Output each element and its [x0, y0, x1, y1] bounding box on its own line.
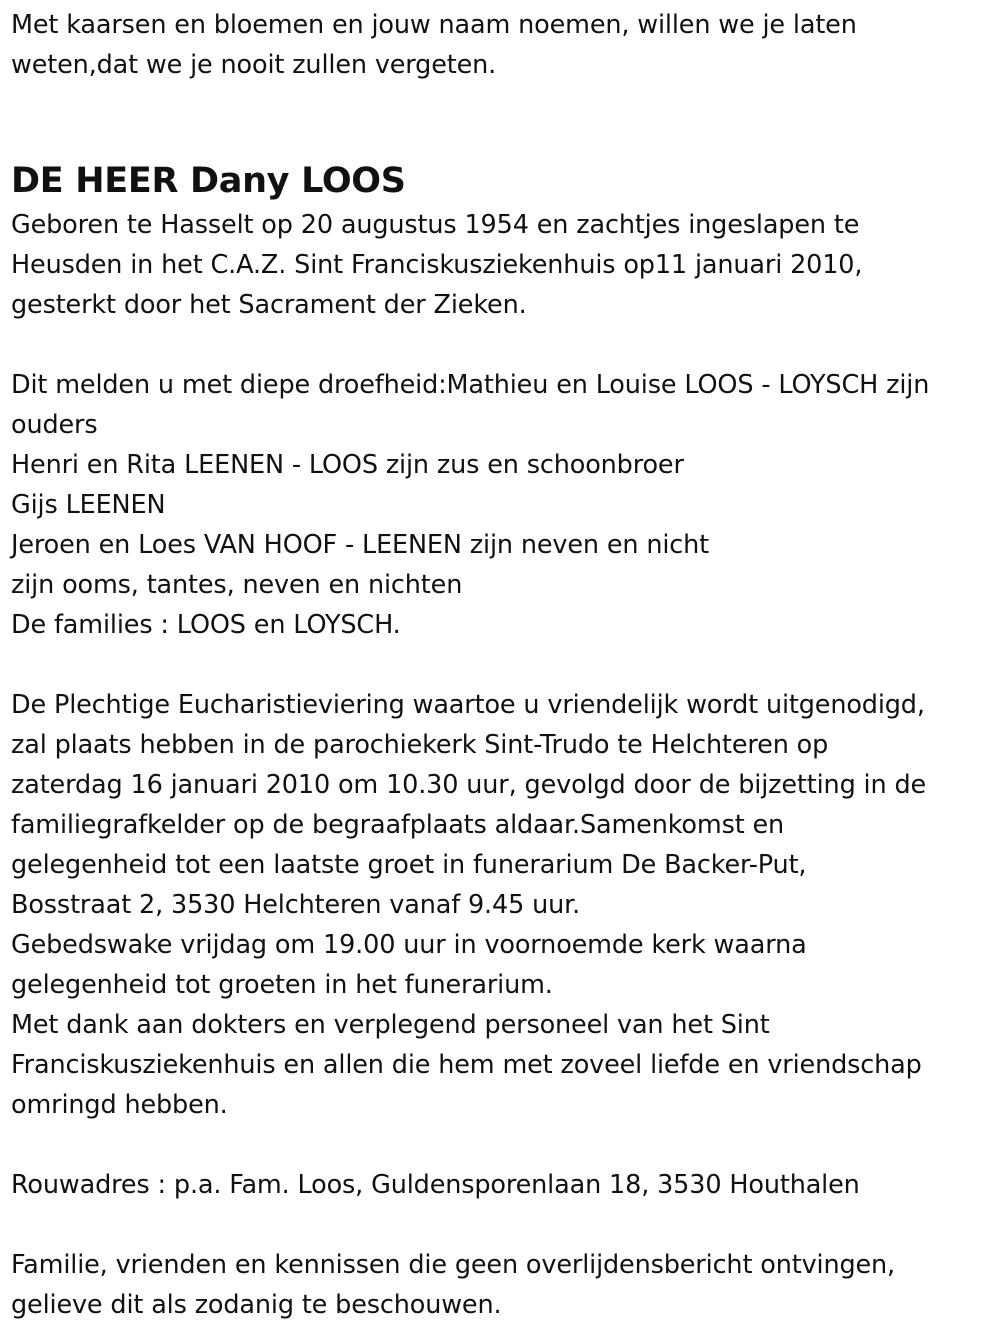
birth-line: gesterkt door het Sacrament der Zieken.: [11, 290, 527, 320]
obituary-document: [11, 5, 996, 1325]
ceremony-line: gelegenheid tot een laatste groet in funerarium De Backer-Put,: [11, 850, 807, 880]
ceremony-paragraph: [11, 685, 996, 1125]
family-line: De families : LOOS en LOYSCH.: [11, 610, 401, 640]
closing-paragraph: [11, 1245, 996, 1325]
spacer: [11, 1125, 996, 1165]
spacer: [11, 645, 996, 685]
spacer: [11, 1205, 996, 1245]
ceremony-line: Bosstraat 2, 3530 Helchteren vanaf 9.45 uur.: [11, 890, 581, 920]
ceremony-line: zaterdag 16 januari 2010 om 10.30 uur, gevolgd door de bijzetting in de: [11, 770, 927, 800]
family-line: Gijs LEENEN: [11, 490, 166, 520]
closing-line: gelieve dit als zodanig te beschouwen.: [11, 1290, 502, 1320]
spacer: [11, 85, 996, 157]
closing-line: Familie, vrienden en kennissen die geen overlijdensbericht ontvingen,: [11, 1250, 895, 1280]
ceremony-line: zal plaats hebben in de parochiekerk Sint-Trudo te Helchteren op: [11, 730, 829, 760]
ceremony-line: De Plechtige Eucharistieviering waartoe u vriendelijk wordt uitgenodigd,: [11, 690, 925, 720]
ceremony-line: Franciskusziekenhuis en allen die hem met zoveel liefde en vriendschap: [11, 1050, 922, 1080]
intro-line: weten,dat we je nooit zullen vergeten.: [11, 50, 497, 80]
mourning-address: Rouwadres : p.a. Fam. Loos, Guldensporenlaan 18, 3530 Houthalen: [11, 1170, 860, 1200]
ceremony-line: Met dank aan dokters en verplegend personeel van het Sint: [11, 1010, 770, 1040]
family-line: Jeroen en Loes VAN HOOF - LEENEN zijn neven en nicht: [11, 530, 710, 560]
intro-line: Met kaarsen en bloemen en jouw naam noemen, willen we je laten: [11, 10, 857, 40]
family-line: Henri en Rita LEENEN - LOOS zijn zus en schoonbroer: [11, 450, 684, 480]
family-line: zijn ooms, tantes, neven en nichten: [11, 570, 463, 600]
intro-paragraph: [11, 5, 996, 85]
ceremony-line: omringd hebben.: [11, 1090, 228, 1120]
birth-line: Heusden in het C.A.Z. Sint Franciskusziekenhuis op11 januari 2010,: [11, 250, 863, 280]
family-line: ouders: [11, 410, 98, 440]
birth-paragraph: [11, 205, 996, 325]
deceased-name-title: DE HEER Dany LOOS: [11, 161, 406, 201]
family-paragraph: [11, 365, 996, 645]
ceremony-line: familiegrafkelder op de begraafplaats aldaar.Samenkomst en: [11, 810, 785, 840]
birth-line: Geboren te Hasselt op 20 augustus 1954 en zachtjes ingeslapen te: [11, 210, 860, 240]
ceremony-line: Gebedswake vrijdag om 19.00 uur in voornoemde kerk waarna: [11, 930, 807, 960]
spacer: [11, 325, 996, 365]
family-line: Dit melden u met diepe droefheid:Mathieu en Louise LOOS - LOYSCH zijn: [11, 370, 930, 400]
ceremony-line: gelegenheid tot groeten in het funerarium.: [11, 970, 553, 1000]
